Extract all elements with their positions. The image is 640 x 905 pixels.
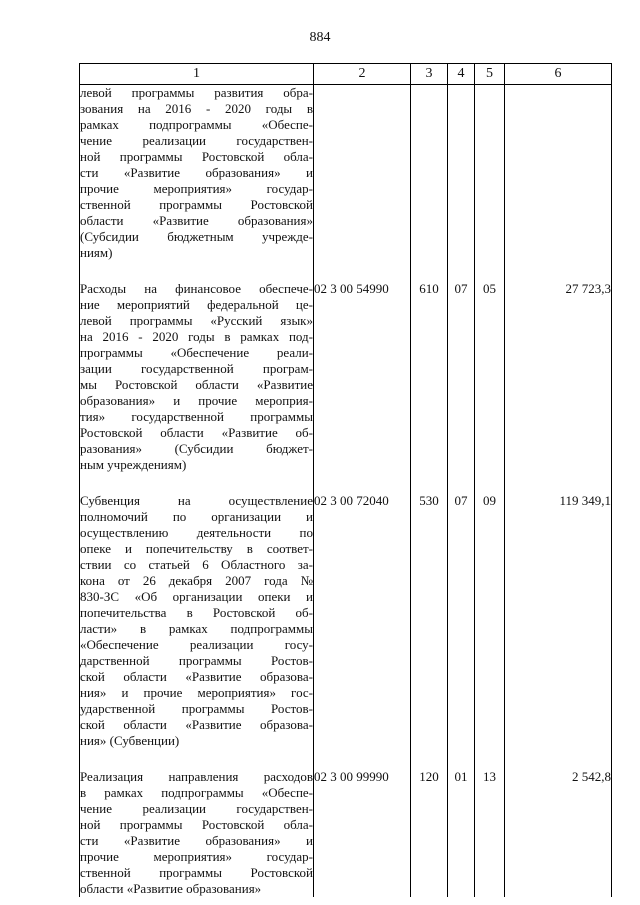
description-line: «Обеспечение реализации госу- — [80, 637, 313, 652]
spacer-cell — [505, 261, 612, 281]
header-col-6: 6 — [505, 64, 612, 85]
row-description — [80, 769, 314, 897]
header-col-4: 4 — [448, 64, 475, 85]
description-line: ной программы Ростовской обла- — [80, 817, 313, 832]
row-rz — [448, 85, 475, 262]
spacer-cell — [80, 473, 314, 493]
description-line: ласти» в рамках подпрограммы — [80, 621, 313, 636]
description-line: зования на 2016 - 2020 годы в — [80, 101, 313, 116]
header-col-2: 2 — [314, 64, 411, 85]
row-code: 02 3 00 72040 — [314, 493, 411, 749]
spacer-cell — [411, 261, 448, 281]
spacer-cell — [505, 749, 612, 769]
description-line: ниям) — [80, 245, 113, 260]
description-line: дарственной программы Ростов- — [80, 653, 313, 668]
description-line: ной программы Ростовской обла- — [80, 149, 313, 164]
description-line: зации государственной програм- — [80, 361, 313, 376]
table-row — [80, 281, 612, 473]
spacer-cell — [475, 749, 505, 769]
spacer-cell — [448, 749, 475, 769]
row-rz: 07 — [448, 493, 475, 749]
description-line: ния» и прочие мероприятия» гос- — [80, 685, 313, 700]
table-row — [80, 493, 612, 749]
description-line: ской области «Развитие образова- — [80, 717, 313, 732]
header-col-1: 1 — [80, 64, 314, 85]
description-line: ской области «Развитие образова- — [80, 669, 313, 684]
row-vr — [411, 85, 448, 262]
table-row — [80, 769, 612, 897]
page-number: 884 — [309, 30, 331, 45]
description-line: Ростовской области «Развитие об- — [80, 425, 313, 440]
description-line: попечительства в Ростовской об- — [80, 605, 313, 620]
spacer-cell — [80, 261, 314, 281]
row-pr — [475, 85, 505, 262]
description-line: (Субсидии бюджетным учрежде- — [80, 229, 313, 244]
row-code — [314, 85, 411, 262]
row-code: 02 3 00 99990 — [314, 769, 411, 897]
description-line: ния» (Субвенции) — [80, 733, 180, 748]
row-vr: 530 — [411, 493, 448, 749]
description-line: рамках подпрограммы «Обеспе- — [80, 117, 313, 132]
spacer-cell — [448, 261, 475, 281]
spacer-cell — [448, 473, 475, 493]
description-line: тия» государственной программы — [80, 409, 313, 424]
row-rz: 01 — [448, 769, 475, 897]
description-line: Субвенция на осуществление — [80, 493, 313, 508]
row-sum — [505, 85, 612, 262]
spacer-cell — [314, 473, 411, 493]
description-line: сти «Развитие образования» и — [80, 833, 313, 848]
row-pr: 09 — [475, 493, 505, 749]
spacer-cell — [505, 473, 612, 493]
description-line: чение реализации государствен- — [80, 801, 313, 816]
row-pr: 13 — [475, 769, 505, 897]
row-pr: 05 — [475, 281, 505, 473]
spacer-cell — [411, 473, 448, 493]
header-col-5: 5 — [475, 64, 505, 85]
row-rz: 07 — [448, 281, 475, 473]
description-line: образования» и прочие мероприя- — [80, 393, 313, 408]
description-line: левой программы «Русский язык» — [80, 313, 313, 328]
description-line: прочие мероприятия» государ- — [80, 181, 313, 196]
row-sum: 27 723,3 — [505, 281, 612, 473]
row-sum: 119 349,1 — [505, 493, 612, 749]
spacer-cell — [80, 749, 314, 769]
table-body — [80, 85, 612, 898]
description-line: Расходы на финансовое обеспече- — [80, 281, 313, 296]
description-line: 830-ЗС «Об организации опеки и — [80, 589, 313, 604]
description-line: ударственной программы Ростов- — [80, 701, 313, 716]
description-line: ствии со статьей 6 Областного за- — [80, 557, 313, 572]
description-line: ние мероприятий федеральной це- — [80, 297, 313, 312]
description-line: в рамках подпрограммы «Обеспе- — [80, 785, 313, 800]
table-header-row — [80, 64, 612, 85]
description-line: ственной программы Ростовской — [80, 197, 313, 212]
spacer-cell — [475, 473, 505, 493]
spacer-cell — [314, 261, 411, 281]
description-line: разования» (Субсидии бюджет- — [80, 441, 313, 456]
row-code: 02 3 00 54990 — [314, 281, 411, 473]
description-line: области «Развитие образования» — [80, 881, 262, 896]
spacer-cell — [314, 749, 411, 769]
row-vr: 120 — [411, 769, 448, 897]
description-line: опеке и попечительству в соответ- — [80, 541, 313, 556]
description-line: кона от 26 декабря 2007 года № — [80, 573, 313, 588]
row-description — [80, 493, 314, 749]
row-description — [80, 85, 314, 262]
row-spacer — [80, 473, 612, 493]
description-line: области «Развитие образования» — [80, 213, 313, 228]
description-line: программы «Обеспечение реали- — [80, 345, 313, 360]
table-row — [80, 85, 612, 262]
spacer-cell — [475, 261, 505, 281]
description-line: Реализация направления расходов — [80, 769, 313, 784]
budget-table — [79, 63, 612, 897]
row-description — [80, 281, 314, 473]
description-line: осуществлению деятельности по — [80, 525, 313, 540]
description-line: мы Ростовской области «Развитие — [80, 377, 313, 392]
description-line: чение реализации государствен- — [80, 133, 313, 148]
row-sum: 2 542,8 — [505, 769, 612, 897]
row-spacer — [80, 261, 612, 281]
description-line: на 2016 - 2020 годы в рамках под- — [80, 329, 313, 344]
description-line: полномочий по организации и — [80, 509, 313, 524]
description-line: левой программы развития обра- — [80, 85, 313, 100]
description-line: ным учреждениям) — [80, 457, 187, 472]
description-line: ственной программы Ростовской — [80, 865, 313, 880]
description-line: сти «Развитие образования» и — [80, 165, 313, 180]
spacer-cell — [411, 749, 448, 769]
row-spacer — [80, 749, 612, 769]
header-col-3: 3 — [411, 64, 448, 85]
row-vr: 610 — [411, 281, 448, 473]
description-line: прочие мероприятия» государ- — [80, 849, 313, 864]
